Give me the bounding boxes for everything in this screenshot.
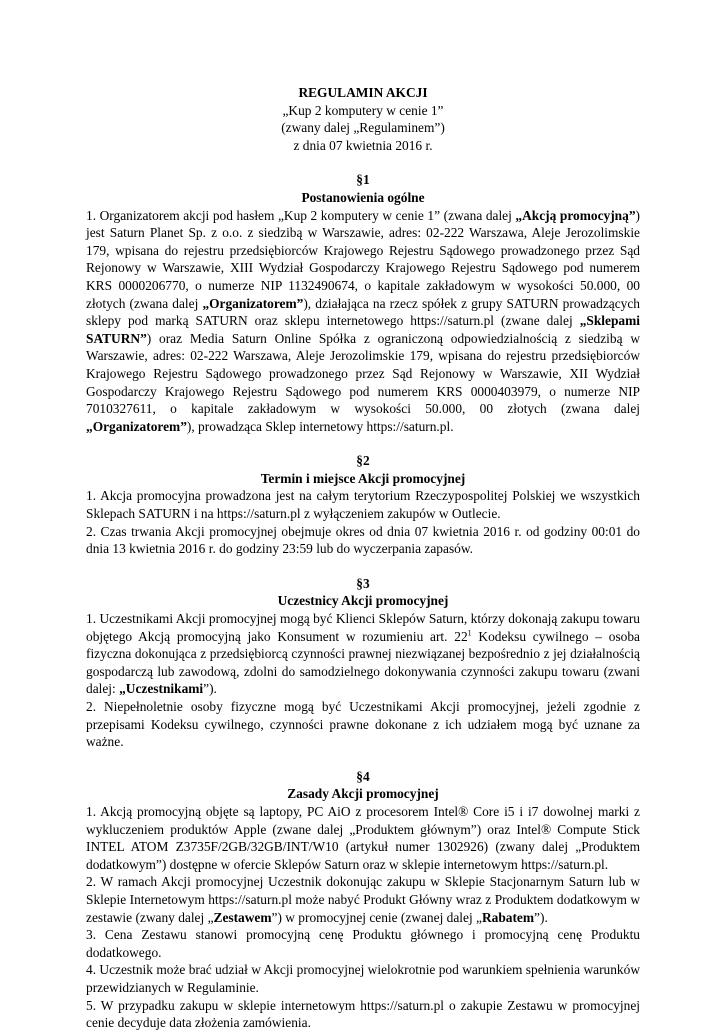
section-3 — [86, 575, 640, 751]
section-3-paragraph-1 — [86, 610, 640, 698]
bold-run: „Uczestnikami — [119, 681, 204, 697]
text-run: ) oraz Media Saturn Online Spółka z ograniczoną odpowiedzialnością z siedzibą w Warszawie, adres: 02-222 Warszawa, Aleje Jerozolimskie 179, wpisana do rejestru przedsiębiorców Krajowego Rejestru Sądowego prowadzonego przez Sąd Rejonowy w Warszawie, XII Wydział Gospodarczy Krajowego Rejestru Sądowego pod numerem KRS 0000403979, o numerze NIP 7010327611, o kapitale zakładowym w wysokości 50.000, 00 złotych (zwana dalej — [86, 330, 640, 417]
bold-run: Rabatem — [481, 909, 535, 925]
section-2-paragraph-1: 1. Akcja promocyjna prowadzona jest na całym terytorium Rzeczypospolitej Polskiej we wszystkich Sklepach SATURN i na https://saturn.pl z wyłączeniem zakupów w Outlecie. — [86, 488, 640, 522]
footnote-marker: 1 — [467, 628, 472, 638]
section-3-number: §3 — [356, 575, 370, 591]
section-1-paragraph-1 — [86, 207, 640, 436]
document-alias: (zwany dalej „Regulaminem”) — [281, 120, 445, 136]
text-run: ”). — [534, 909, 548, 925]
spacer — [86, 751, 640, 768]
section-2-paragraph-2: 2. Czas trwania Akcji promocyjnej obejmuje okres od dnia 07 kwietnia 2016 r. od godziny 00:01 do dnia 13 kwietnia 2016 r. do godziny 23:59 lub do wyczerpania zapasów. — [86, 523, 640, 557]
text-run: 2. W ramach Akcji promocyjnej Uczestnik dokonując zakupu w Sklepie Stacjonarnym Saturn lub w Sklepie Internetowym https://saturn.pl może nabyć Produkt Główny wraz z Produktem dodatkowym w zestawie (zwany dalej „ — [86, 874, 640, 925]
document-date: z dnia 07 kwietnia 2016 r. — [293, 137, 433, 153]
bold-run: Zestawem — [213, 909, 272, 925]
section-4-paragraph-5: 5. W przypadku zakupu w sklepie internetowym https://saturn.pl o zakupie Zestawu w promocyjnej cenie decyduje data złożenia zamówienia. — [86, 997, 640, 1031]
spacer — [86, 435, 640, 452]
text-run: 1. Uczestnikami Akcji promocyjnej mogą być Klienci Sklepów Saturn, którzy dokonają zakupu towaru objętego Akcją promocyjną jako Konsument w rozumieniu art. 22 — [86, 611, 640, 644]
section-3-paragraph-2: 2. Niepełnoletnie osoby fizyczne mogą być Uczestnikami Akcji promocyjnej, jeżeli zgodnie z przepisami Kodeksu cywilnego, czynności prawne dokonane z ich udziałem mogą być uznane za ważne. — [86, 699, 640, 750]
section-4-paragraph-3: 3. Cena Zestawu stanowi promocyjną cenę Produktu głównego i promocyjną cenę Produktu dodatkowego. — [86, 927, 640, 960]
section-4 — [86, 768, 640, 1032]
text-run: Kodeksu cywilnego – osoba fizyczna dokonująca z przedsiębiorcą czynności prawnej niezwiązanej bezpośrednio z jej działalnością gospodarczą lub zawodową, zdolni do samodzielnego dokonywania czynności zakupu towaru (zwani dalej: — [86, 628, 640, 697]
section-2-number: §2 — [356, 453, 370, 469]
document-subtitle: „Kup 2 komputery w cenie 1” — [282, 102, 444, 118]
text-run: ”). — [203, 681, 217, 697]
section-4-paragraph-2 — [86, 873, 640, 926]
bold-run: „Organizatorem” — [86, 418, 187, 434]
section-1-number: §1 — [356, 172, 370, 188]
section-2-title: Termin i miejsce Akcji promocyjnej — [260, 470, 466, 486]
section-4-number: §4 — [356, 768, 370, 784]
text-run: ), prowadząca Sklep internetowy https://saturn.pl. — [186, 418, 454, 434]
document-header — [86, 84, 640, 154]
section-4-paragraph-4: 4. Uczestnik może brać udział w Akcji promocyjnej wielokrotnie pod warunkiem spełnienia warunków przewidzianych w Regulaminie. — [86, 962, 640, 995]
text-run: ”) w promocyjnej cenie (zwanej dalej „ — [271, 909, 482, 925]
section-1 — [86, 171, 640, 435]
bold-run: „Sklepami SATURN” — [86, 313, 640, 346]
section-4-paragraph-1: 1. Akcją promocyjną objęte są laptopy, PC AiO z procesorem Intel® Core i5 i i7 dowolnej marki z wykluczeniem produktów Apple (zwane dalej „Produktem głównym”) oraz Intel® Compute Stick INTEL ATOM Z3735F/2GB/32GB/INT/W10 (artykuł numer 1302926) (zwany dalej „Produktem dodatkowym”) dostępne w ofercie Sklepów Saturn oraz w sklepie internetowym https://saturn.pl. — [86, 803, 640, 872]
document-page — [86, 84, 640, 1032]
section-2 — [86, 452, 640, 558]
section-3-title: Uczestnicy Akcji promocyjnej — [277, 593, 449, 609]
spacer — [86, 558, 640, 575]
document-title: REGULAMIN AKCJI — [298, 85, 428, 100]
section-4-title: Zasady Akcji promocyjnej — [287, 786, 439, 802]
section-1-title: Postanowienia ogólne — [301, 189, 425, 205]
text-run: ) jest Saturn Planet Sp. z o.o. z siedzibą w Warszawie, adres: 02-222 Warszawa, Aleje Jerozolimskie 179, wpisana do rejestru przedsiębiorców Krajowego Rejestru Sądowego prowadzonego przez Sąd Rejonowy w Warszawie, XIII Wydział Gospodarczy Krajowego Rejestru Sądowego pod numerem KRS 0000206770, o numerze NIP 1132490674, o kapitale zakładowym w wysokości 50.000, 00 złotych (zwana dalej — [86, 207, 640, 311]
text-run: 1. Organizatorem akcji pod hasłem „Kup 2 komputery w cenie 1” (zwana dalej — [86, 207, 516, 223]
text-run: ), działająca na rzecz spółek z grupy SATURN prowadzących sklepy pod marką SATURN oraz sklepu internetowego https://saturn.pl (zwane dalej — [86, 295, 640, 329]
bold-run: „Akcją promocyjną” — [515, 207, 636, 223]
bold-run: „Organizatorem” — [202, 295, 304, 311]
